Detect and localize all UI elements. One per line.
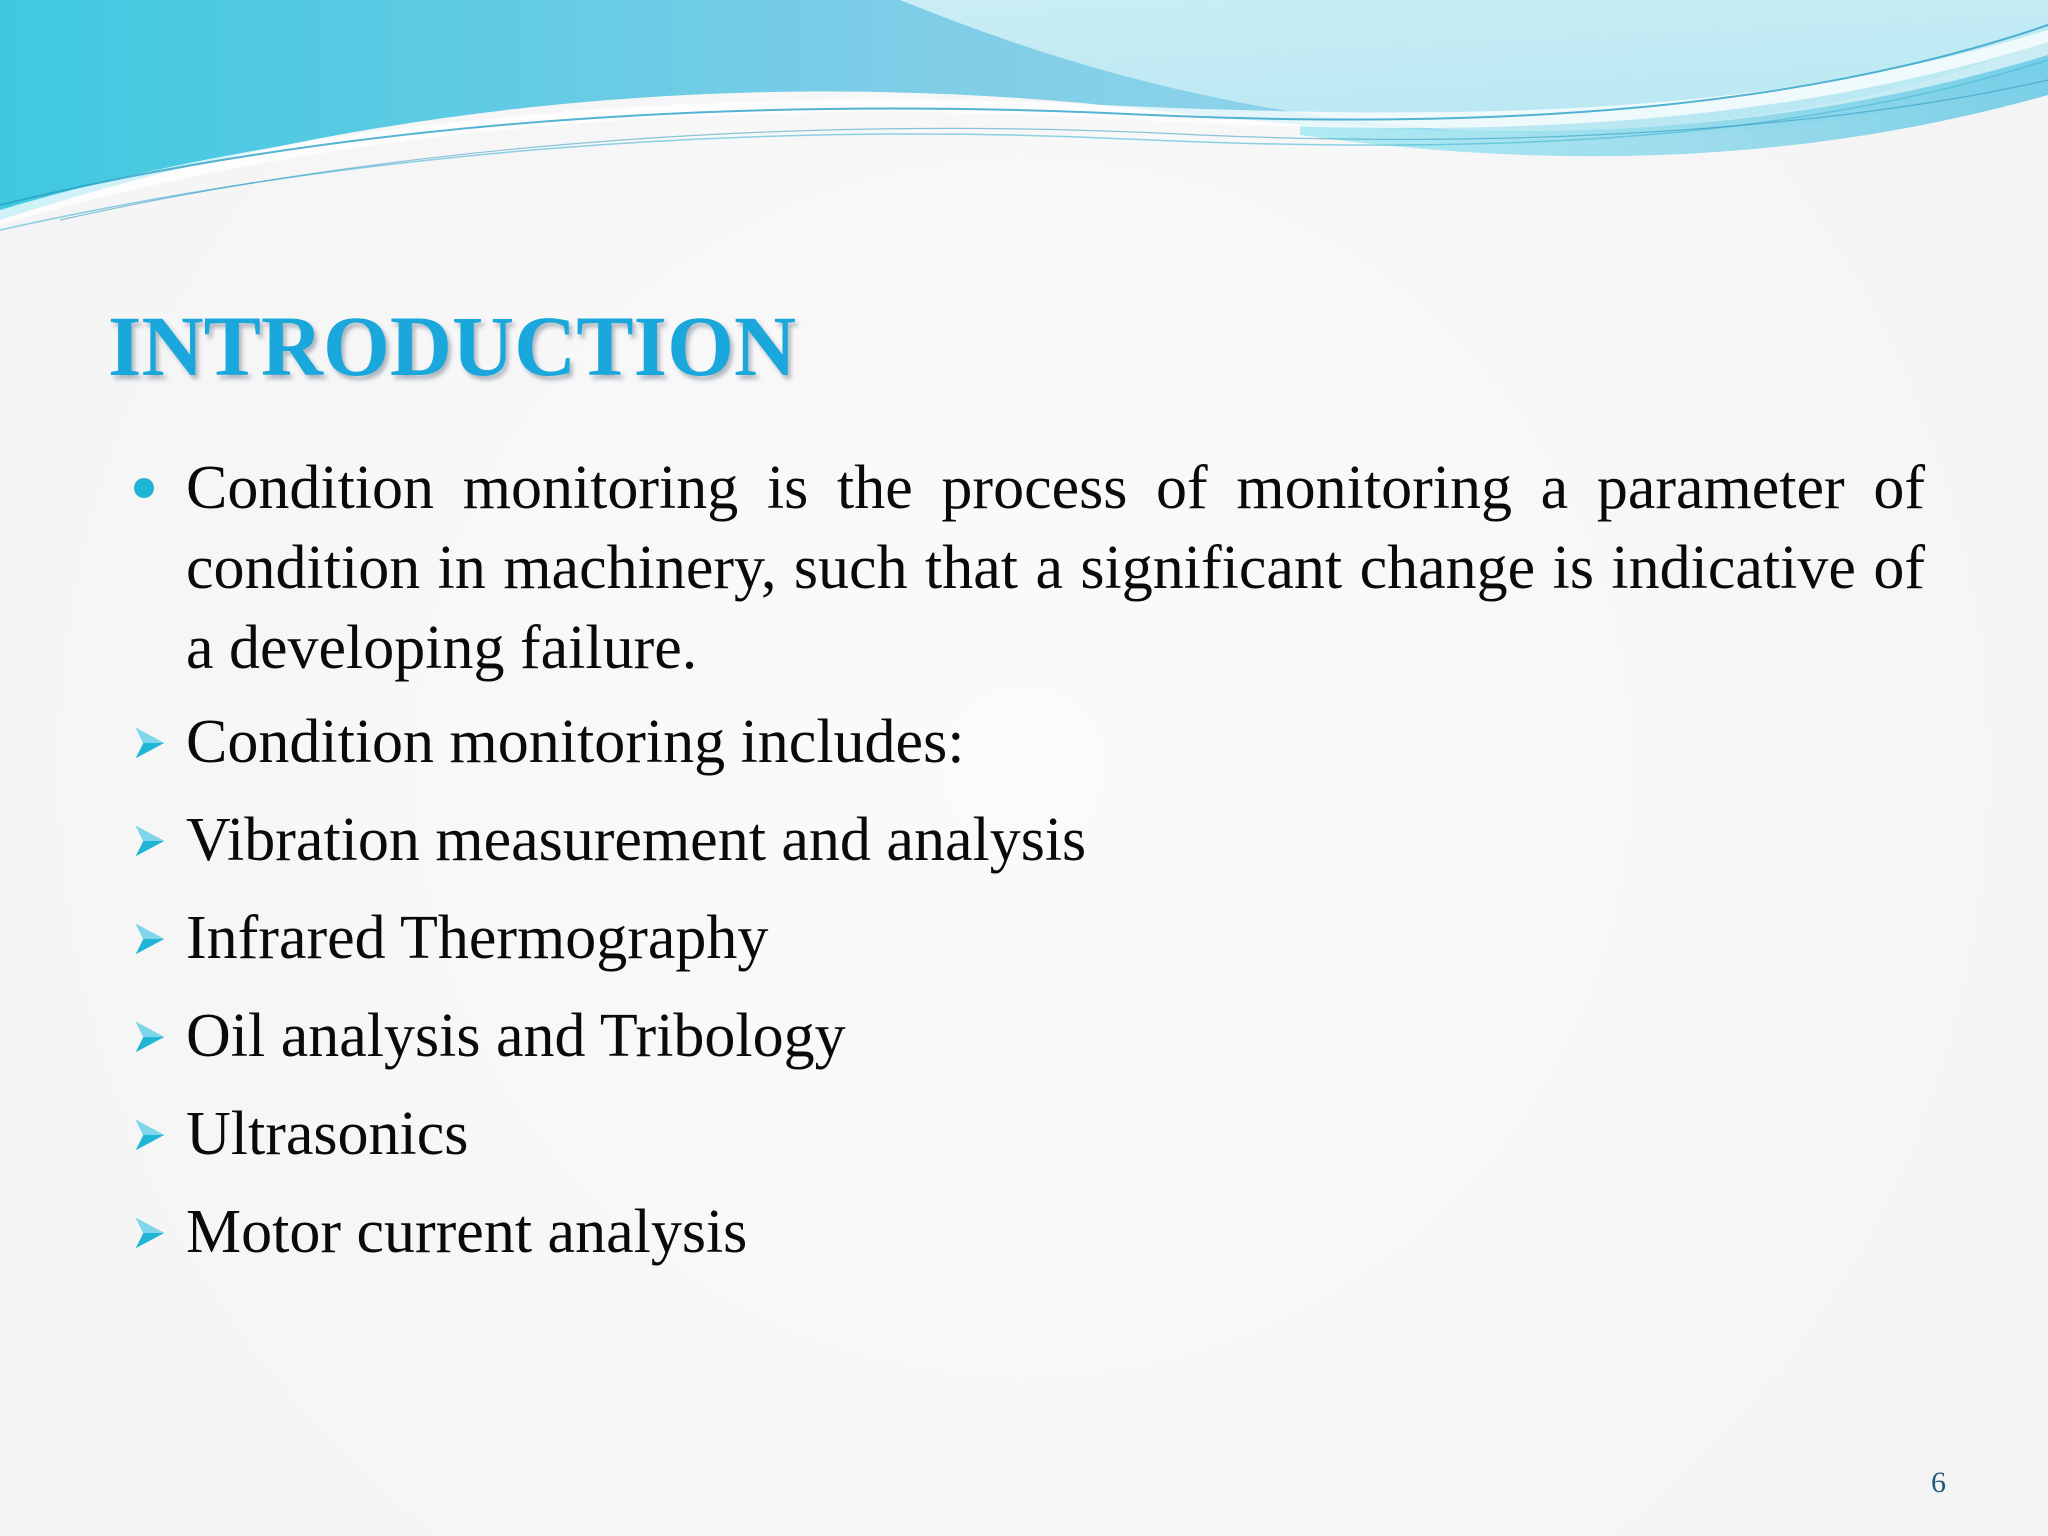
arrow-bullet-icon [130,920,168,958]
list-item [130,898,1925,978]
list-item [130,800,1925,880]
list-item [130,702,1925,782]
arrow-bullet-icon [130,1116,168,1154]
list-item-text: Vibration measurement and analysis [186,806,1087,874]
arrow-bullet-icon [130,724,168,762]
slide-title: INTRODUCTION [108,298,797,394]
list-item-text: Condition monitoring includes: [186,708,965,776]
list-item [130,1094,1925,1174]
arrow-bullet-icon [130,1018,168,1056]
list-item-text: Motor current analysis [186,1198,748,1266]
list-item-text: Oil analysis and Tribology [186,1002,846,1070]
intro-paragraph-text: Condition monitoring is the process of monitoring a parameter of condition in machinery, such that a significant change is indicative of a developing failure. [186,454,1925,682]
page-number: 6 [1931,1466,1946,1499]
intro-paragraph [130,448,1925,688]
slide-content [130,448,1925,1290]
wave-header-decoration [0,0,2048,240]
list-item [130,996,1925,1076]
arrow-bullet-icon [130,822,168,860]
list-item-text: Infrared Thermography [186,904,769,972]
dot-bullet-icon [134,478,154,498]
list-item [130,1192,1925,1272]
arrow-bullet-icon [130,1214,168,1252]
list-item-text: Ultrasonics [186,1100,469,1168]
